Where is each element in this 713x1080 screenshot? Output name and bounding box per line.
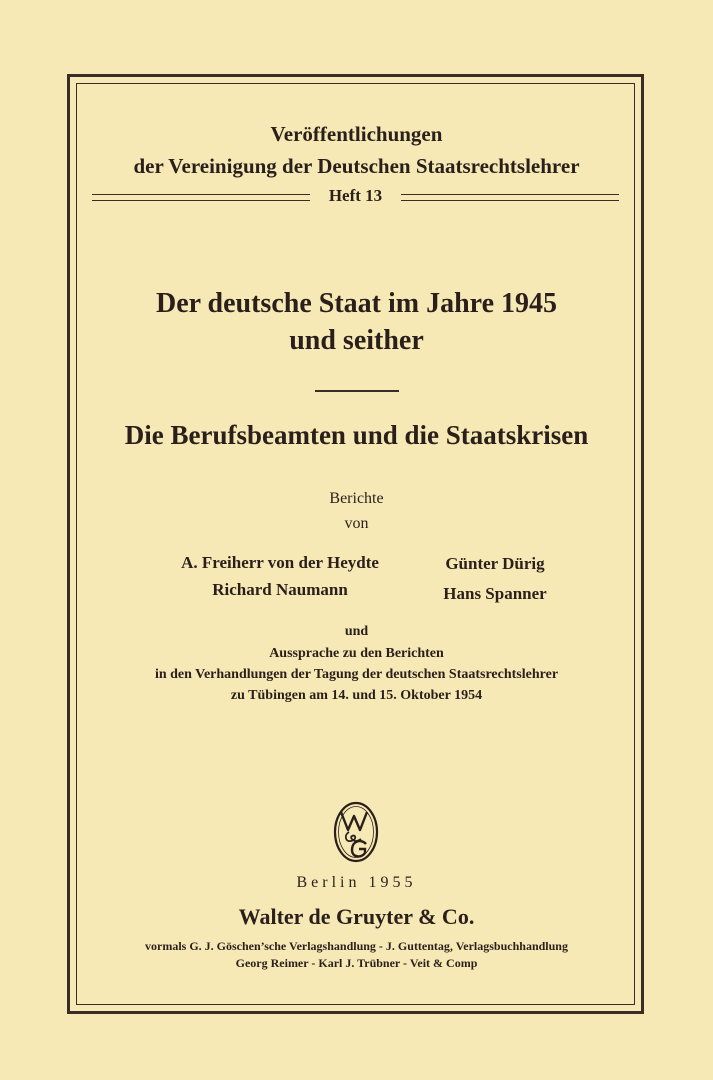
main-title xyxy=(0,285,713,359)
authors-left-column xyxy=(140,549,420,603)
author-naumann: Richard Naumann xyxy=(212,580,348,599)
series-title xyxy=(0,118,713,182)
discussion-line-1: Aussprache zu den Berichten xyxy=(269,646,444,661)
reports-label-line-1: Berichte xyxy=(329,490,384,507)
main-title-line-2: und seither xyxy=(289,325,424,356)
reports-label xyxy=(0,486,713,536)
discussion-line-2: in den Verhandlungen der Tagung der deutschen Staatsrechtslehrer xyxy=(154,667,559,682)
author-heydte: A. Freiherr von der Heydte xyxy=(181,553,379,572)
place-and-year: Berlin 1955 xyxy=(296,874,417,891)
conjunction: und xyxy=(344,624,369,639)
authors-right-column xyxy=(415,549,575,609)
issue-number: Heft 13 xyxy=(328,186,383,205)
main-title-line-1: Der deutsche Staat im Jahre 1945 xyxy=(155,288,558,319)
second-title: Die Berufsbeamten und die Staatskrisen xyxy=(124,420,589,450)
reports-label-line-2: von xyxy=(344,515,369,532)
inner-border-frame xyxy=(76,83,635,1005)
publisher-name: Walter de Gruyter & Co. xyxy=(238,904,475,929)
issue-row xyxy=(92,186,619,210)
author-duerig: Günter Dürig xyxy=(445,554,545,573)
wdg-monogram-logo-icon xyxy=(331,799,381,865)
series-line-2: der Vereinigung der Deutschen Staatsrechtslehrer xyxy=(133,154,580,178)
double-rule-right xyxy=(401,194,619,201)
publisher-history xyxy=(0,938,713,972)
author-spanner: Hans Spanner xyxy=(443,584,547,603)
title-divider xyxy=(315,390,399,392)
series-line-1: Veröffentlichungen xyxy=(270,122,443,146)
double-rule-left xyxy=(92,194,310,201)
discussion-block xyxy=(0,643,713,706)
discussion-line-3: zu Tübingen am 14. und 15. Oktober 1954 xyxy=(230,688,483,703)
publisher-history-line-1: vormals G. J. Göschen’sche Verlagshandlung - J. Guttentag, Verlagsbuchhandlung xyxy=(145,939,568,953)
publisher-history-line-2: Georg Reimer - Karl J. Trübner - Veit & Comp xyxy=(235,956,478,970)
